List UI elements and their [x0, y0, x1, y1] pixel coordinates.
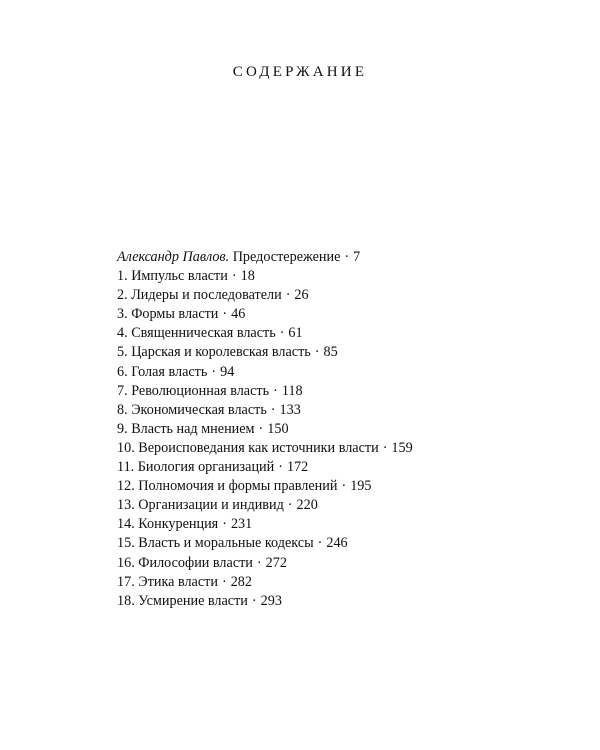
toc-entry[interactable] [117, 286, 557, 305]
toc-entry[interactable] [117, 363, 557, 382]
separator-dot: · [317, 535, 323, 552]
chapter-number: 9. [117, 420, 128, 437]
chapter-page: 231 [230, 516, 253, 533]
chapter-title: Импульс власти [131, 268, 228, 285]
chapter-page: 150 [267, 420, 289, 437]
chapter-page: 195 [350, 478, 372, 495]
chapter-page: 293 [260, 592, 282, 609]
chapter-number: 17. [117, 573, 135, 590]
toc-entry[interactable] [117, 477, 557, 496]
toc-entry[interactable] [117, 401, 557, 420]
chapter-page: 272 [265, 554, 287, 571]
chapter-page: 46 [231, 306, 246, 323]
chapter-number: 18. [117, 592, 135, 609]
chapter-page: 172 [286, 459, 309, 476]
chapter-title: Философии власти [138, 554, 253, 571]
separator-dot: · [222, 516, 227, 533]
chapter-page: 118 [281, 382, 303, 399]
chapter-title: Революционная власть [131, 382, 270, 399]
chapter-title: Экономическая власть [131, 401, 267, 418]
chapter-page: 133 [279, 401, 301, 418]
separator-dot: · [231, 268, 237, 285]
chapter-title: Организации и индивид [138, 497, 284, 514]
toc-entry[interactable] [117, 458, 557, 477]
chapter-number: 10. [117, 439, 135, 456]
separator-dot: · [270, 401, 276, 418]
chapter-page: 220 [296, 497, 318, 514]
chapter-number: 6. [117, 363, 128, 380]
toc-entry[interactable] [117, 534, 557, 553]
separator-dot: · [273, 382, 278, 399]
chapter-number: 2. [117, 287, 128, 304]
separator-dot: · [285, 287, 291, 304]
chapter-title: Лидеры и последователи [131, 287, 282, 304]
chapter-title: Голая власть [131, 363, 208, 380]
toc-entry[interactable] [117, 382, 557, 401]
toc-entry[interactable] [117, 554, 557, 573]
chapter-page: 282 [230, 573, 252, 590]
toc-entry[interactable] [117, 439, 557, 458]
table-of-contents [117, 248, 557, 611]
toc-entry[interactable] [117, 420, 557, 439]
separator-dot: · [314, 344, 320, 361]
separator-dot: · [344, 249, 350, 265]
chapter-number: 13. [117, 497, 135, 514]
chapter-number: 3. [117, 306, 128, 323]
chapter-page: 26 [294, 287, 309, 304]
chapter-page: 246 [326, 535, 348, 552]
chapter-number: 12. [117, 478, 135, 495]
separator-dot: · [211, 363, 217, 380]
preface-page: 7 [353, 249, 361, 265]
toc-entry-preface[interactable] [117, 248, 557, 267]
chapter-page: 18 [240, 268, 255, 285]
preface-author: Александр Павлов. [117, 249, 230, 265]
separator-dot: · [382, 439, 388, 456]
chapter-number: 11. [117, 459, 135, 476]
toc-entry[interactable] [117, 343, 557, 362]
separator-dot: · [251, 592, 257, 609]
chapter-title: Полномочия и формы правлений [138, 478, 338, 495]
separator-dot: · [221, 573, 227, 590]
separator-dot: · [287, 497, 293, 514]
chapter-number: 15. [117, 535, 135, 552]
toc-entry[interactable] [117, 573, 557, 592]
chapter-number: 5. [117, 344, 128, 361]
chapter-number: 8. [117, 401, 128, 418]
page-title: СОДЕРЖАНИЕ [232, 64, 368, 80]
preface-title: Предостережение [232, 249, 341, 265]
toc-entry[interactable] [117, 324, 557, 343]
chapter-number: 14. [117, 516, 135, 533]
chapter-title: Формы власти [131, 306, 219, 323]
separator-dot: · [222, 306, 228, 323]
separator-dot: · [341, 478, 347, 495]
chapter-title: Конкуренция [138, 516, 219, 533]
chapter-title: Вероисповедания как источники власти [138, 439, 379, 456]
chapter-title: Биология организаций [137, 459, 275, 476]
chapter-title: Царская и королевская власть [131, 344, 311, 361]
chapter-page: 159 [391, 439, 413, 456]
chapter-title: Усмирение власти [138, 592, 248, 609]
toc-entry[interactable] [117, 305, 557, 324]
separator-dot: · [279, 325, 285, 342]
toc-entry[interactable] [117, 592, 557, 611]
separator-dot: · [256, 554, 262, 571]
chapter-number: 1. [117, 268, 128, 285]
chapter-number: 16. [117, 554, 135, 571]
toc-entry[interactable] [117, 515, 557, 534]
separator-dot: · [278, 459, 283, 476]
toc-entry[interactable] [117, 496, 557, 515]
chapter-title: Власть и моральные кодексы [138, 535, 314, 552]
separator-dot: · [258, 420, 264, 437]
chapter-number: 4. [117, 325, 128, 342]
chapter-title: Священническая власть [131, 325, 276, 342]
chapter-page: 85 [323, 344, 338, 361]
toc-entry[interactable] [117, 267, 557, 286]
chapter-page: 61 [288, 325, 303, 342]
chapter-title: Власть над мнением [131, 420, 255, 437]
chapter-title: Этика власти [138, 573, 218, 590]
chapter-page: 94 [220, 363, 235, 380]
chapter-number: 7. [117, 382, 128, 399]
